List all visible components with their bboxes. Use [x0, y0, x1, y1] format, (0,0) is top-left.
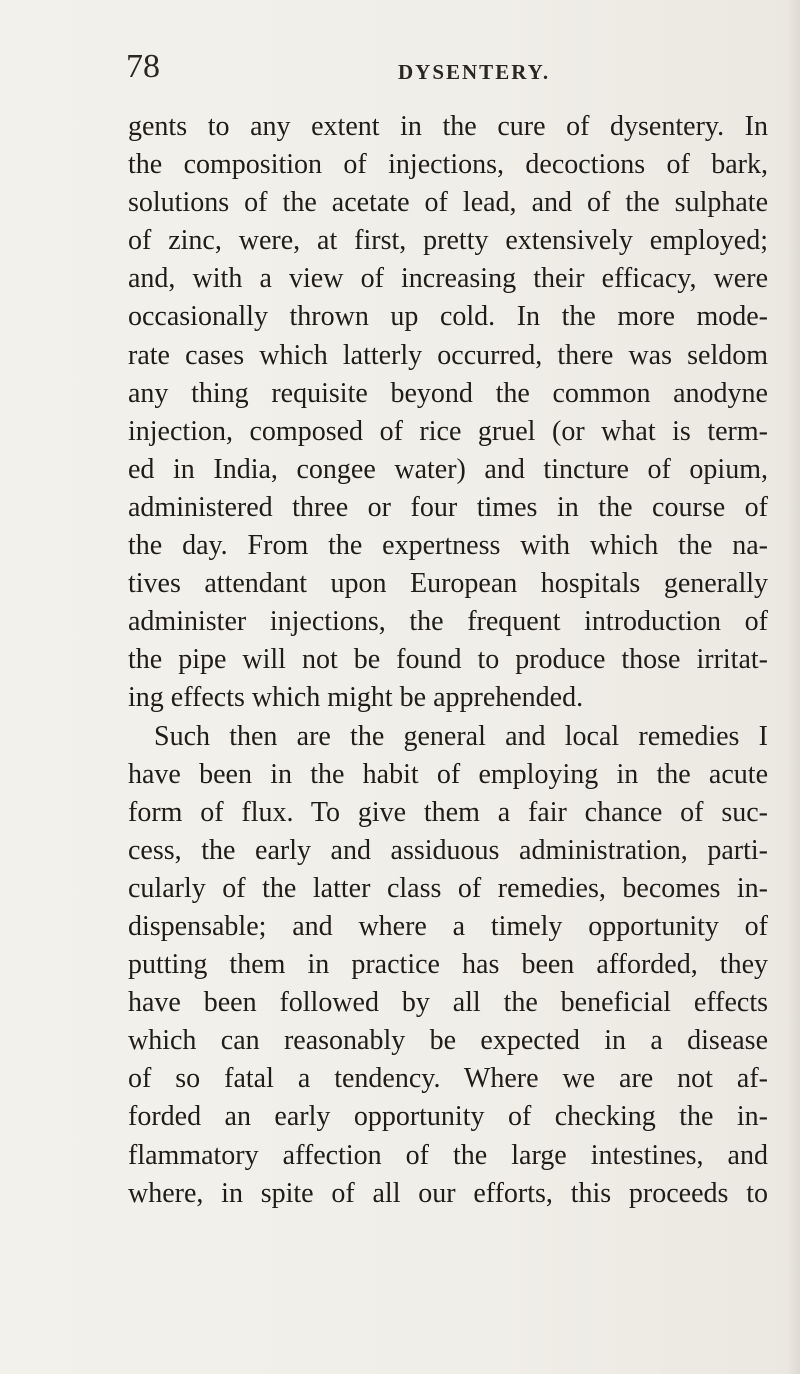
text-line: and, with a view of increasing their efficacy, were [128, 263, 768, 295]
text-line: injection, composed of rice gruel (or what is term- [128, 415, 768, 447]
text-line: the pipe will not be found to produce those irritat- [128, 644, 768, 676]
text-line: ing effects which might be apprehended. [128, 682, 584, 714]
text-line: cess, the early and assiduous administration, parti- [128, 834, 768, 866]
text-line: rate cases which latterly occurred, there was seldom [128, 339, 768, 371]
body-text [128, 108, 768, 1213]
text-line: forded an early opportunity of checking the in- [128, 1101, 768, 1133]
text-line: where, in spite of all our efforts, this proceeds to [128, 1177, 768, 1209]
text-line: gents to any extent in the cure of dysentery. In [128, 111, 768, 142]
text-line: which can reasonably be expected in a disease [128, 1025, 768, 1057]
running-head: DYSENTERY. [398, 60, 551, 84]
text-line: Such then are the general and local remedies I [154, 720, 768, 752]
text-line: any thing requisite beyond the common anodyne [128, 377, 768, 409]
text-line: form of flux. To give them a fair chance of suc- [128, 796, 768, 828]
page-edge-shadow [786, 0, 800, 1374]
text-line: have been in the habit of employing in the acute [128, 758, 768, 790]
text-line: administer injections, the frequent introduction of [128, 606, 768, 638]
text-line: solutions of the acetate of lead, and of the sulphate [128, 187, 768, 219]
text-line: ed in India, congee water) and tincture of opium, [128, 453, 768, 485]
text-line: dispensable; and where a timely opportunity of [128, 910, 768, 942]
text-line: the composition of injections, decoctions of bark, [128, 149, 768, 181]
text-line: of so fatal a tendency. Where we are not af- [128, 1063, 768, 1095]
text-line: have been followed by all the beneficial effects [128, 987, 768, 1019]
text-line: occasionally thrown up cold. In the more mode- [128, 301, 768, 333]
text-line: flammatory affection of the large intestines, and [128, 1139, 768, 1171]
text-line: administered three or four times in the course of [128, 491, 768, 523]
text-line: cularly of the latter class of remedies, becomes in- [128, 872, 768, 904]
text-line: the day. From the expertness with which the na- [128, 530, 768, 562]
page-number: 78 [126, 48, 160, 85]
page-header [126, 48, 766, 88]
text-line: tives attendant upon European hospitals generally [128, 568, 768, 600]
text-line: of zinc, were, at first, pretty extensively employed; [128, 225, 768, 257]
text-line: putting them in practice has been afforded, they [128, 949, 768, 981]
